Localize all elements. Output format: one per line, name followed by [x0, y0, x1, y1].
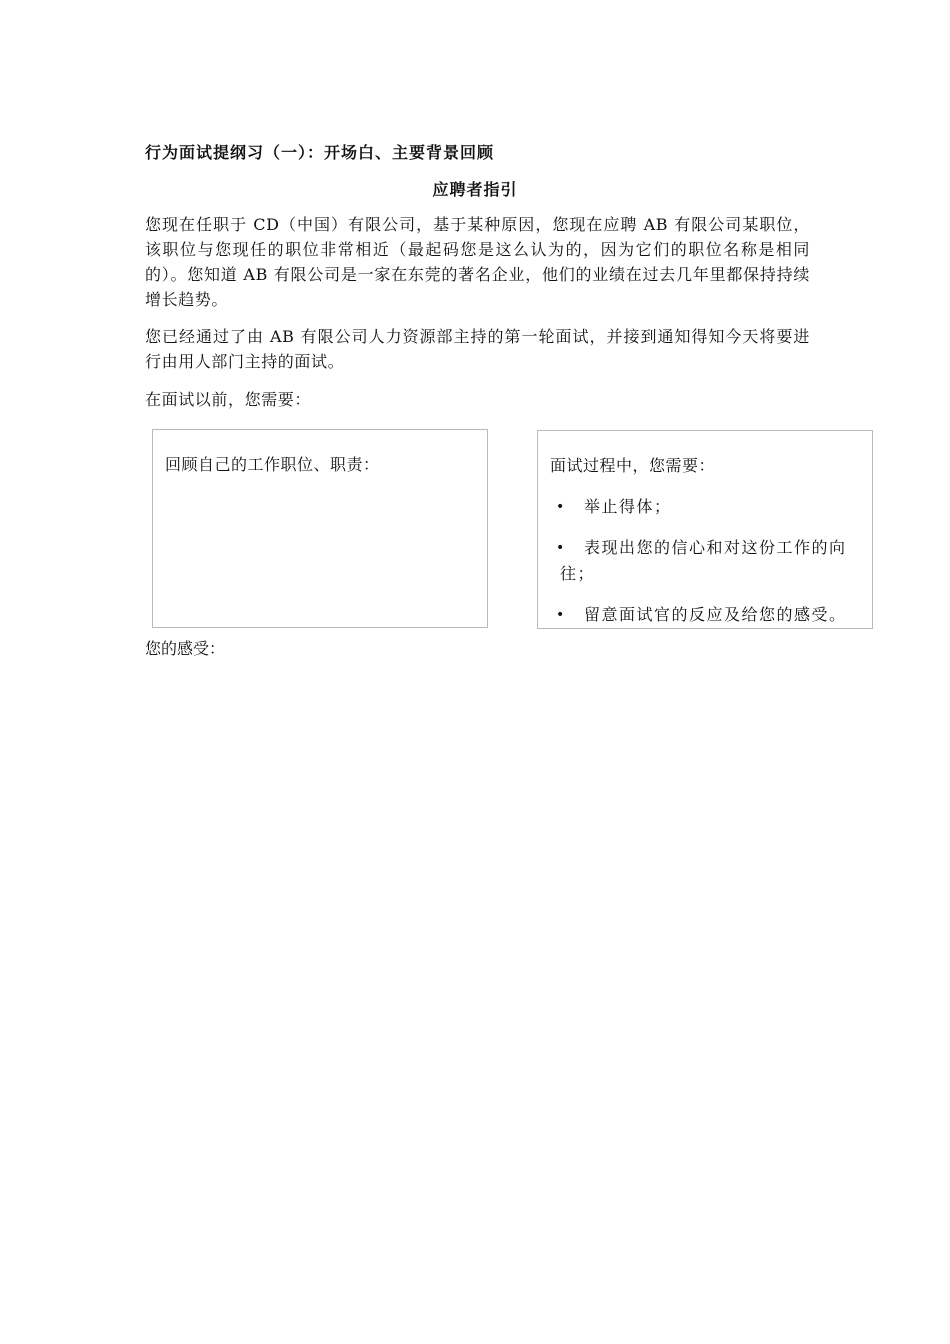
paragraph-first-round: 您已经通过了由 AB 有限公司人力资源部主持的第一轮面试，并接到通知得知今天将要进行由用人部门主持的面试。: [145, 327, 810, 371]
paragraph-before-interview: 在面试以前，您需要：: [145, 390, 312, 409]
during-interview-list: [552, 494, 862, 629]
list-item: • 表现出您的信心和对这份工作的向往；: [552, 535, 862, 587]
bullet-icon: •: [556, 499, 566, 515]
document-title: 行为面试提纲习（一）：开场白、主要背景回顾: [145, 143, 495, 162]
review-box-heading: 回顾自己的工作职位、职责：: [165, 455, 380, 474]
bullet-icon: •: [556, 607, 566, 623]
during-interview-box: [537, 430, 873, 629]
bullet-icon: •: [556, 540, 566, 556]
review-box: [152, 429, 488, 628]
list-item: • 留意面试官的反应及给您的感受。: [552, 602, 862, 628]
feelings-label: 您的感受：: [145, 639, 226, 658]
list-item: • 举止得体；: [552, 494, 862, 520]
during-interview-heading: 面试过程中，您需要：: [550, 456, 716, 475]
section-title: 应聘者指引: [432, 180, 518, 199]
paragraph-background: 您现在任职于 CD（中国）有限公司，基于某种原因，您现在应聘 AB 有限公司某职位，该职位与您现任的职位非常相近（最起码您是这么认为的，因为它们的职位名称是相同的）。您知道 AB 有限公司是一家在东莞的著名企业，他们的业绩在过去几年里都保持持续增长趋势。: [145, 215, 810, 309]
